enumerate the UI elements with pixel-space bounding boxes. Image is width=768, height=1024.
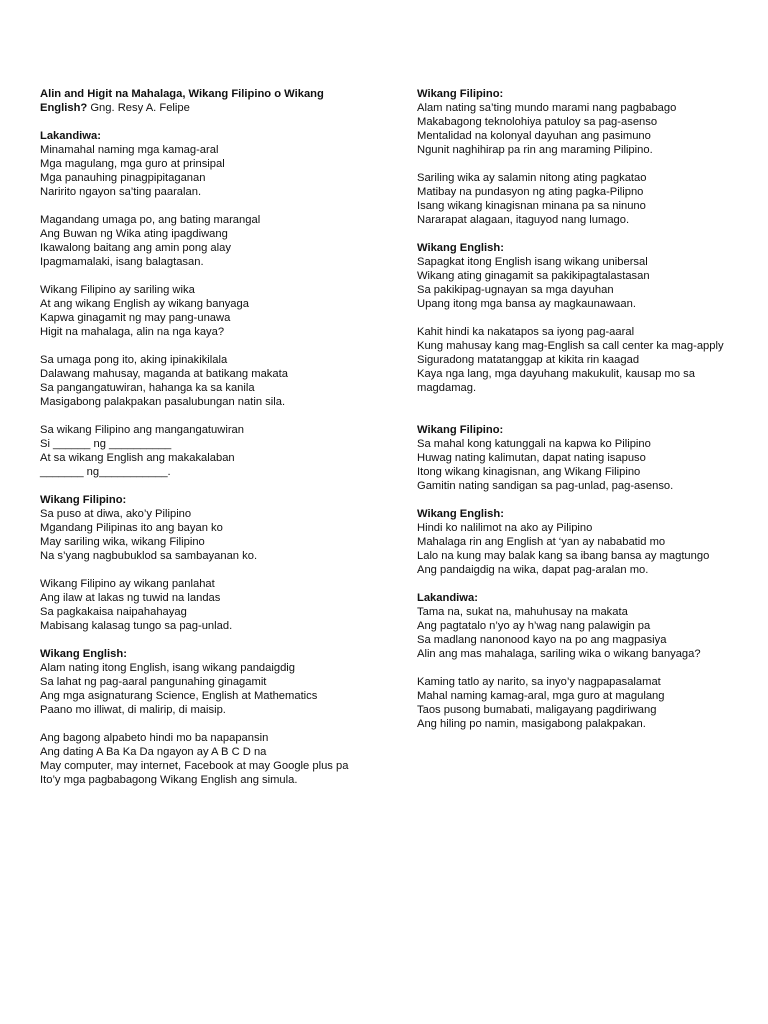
- verse-line: Isang wikang kinagisnan minana pa sa ninuno: [417, 200, 646, 212]
- verse-line: Ang bagong alpabeto hindi mo ba napapansin: [40, 732, 269, 744]
- verse-line: Ang Buwan ng Wika ating ipagdiwang: [40, 228, 228, 240]
- verse-line: Masigabong palakpakan pasalubungan natin sila.: [40, 396, 286, 408]
- verse-line: Paano mo illiwat, di malirip, di maisip.: [40, 704, 226, 716]
- verse-line: Sa pakikipag-ugnayan sa mga dayuhan: [417, 284, 614, 296]
- verse-line: Upang itong mga bansa ay magkaunawaan.: [417, 298, 636, 310]
- stanza: [40, 129, 370, 199]
- speaker-heading: Wikang English:: [417, 508, 504, 520]
- verse-line: Hindi ko nalilimot na ako ay Pilipino: [417, 522, 593, 534]
- stanza: [40, 353, 370, 409]
- verse-line: Ang ilaw at lakas ng tuwid na landas: [40, 592, 221, 604]
- verse-line: Mga magulang, mga guro at prinsipal: [40, 158, 225, 170]
- stanza: [417, 675, 757, 731]
- speaker-heading: Wikang English:: [417, 242, 504, 254]
- left-column: [40, 87, 370, 801]
- stanza: [40, 731, 370, 787]
- verse-line: Wikang Filipino ay sariling wika: [40, 284, 195, 296]
- verse-line: Ang pandaigdig na wika, dapat pag-aralan mo.: [417, 564, 649, 576]
- stanza: [40, 213, 370, 269]
- verse-line: Mahal naming kamag-aral, mga guro at magulang: [417, 690, 665, 702]
- verse-line: Gamitin nating sandigan sa pag-unlad, pag-asenso.: [417, 480, 674, 492]
- verse-line: Dalawang mahusay, maganda at batikang makata: [40, 368, 288, 380]
- verse-line: Ang mga asignaturang Science, English at Mathematics: [40, 690, 318, 702]
- verse-line: Alam nating itong English, isang wikang pandaigdig: [40, 662, 295, 674]
- stanza: [40, 577, 370, 633]
- verse-line: Na s’yang nagbubuklod sa sambayanan ko.: [40, 550, 258, 562]
- verse-line: Mabisang kalasag tungo sa pag-unlad.: [40, 620, 233, 632]
- verse-line: Ang pagtatalo n’yo ay h’wag nang palawigin pa: [417, 620, 651, 632]
- stanza: [40, 647, 370, 717]
- verse-line: Sa madlang nanonood kayo na po ang magpasiya: [417, 634, 667, 646]
- verse-line: Mentalidad na kolonyal dayuhan ang pasimuno: [417, 130, 651, 142]
- right-stanzas: [417, 87, 757, 731]
- verse-line: Sa umaga pong ito, aking ipinakikilala: [40, 354, 228, 366]
- verse-line: Sa puso at diwa, ako’y Pilipino: [40, 508, 192, 520]
- stanza: [417, 507, 757, 577]
- verse-line: At sa wikang English ang makakalaban: [40, 452, 235, 464]
- verse-line: Ngunit naghihirap pa rin ang maraming Pilipino.: [417, 144, 653, 156]
- verse-line: Minamahal naming mga kamag-aral: [40, 144, 219, 156]
- verse-line: Ipagmamalaki, isang balagtasan.: [40, 256, 204, 268]
- speaker-heading: Wikang English:: [40, 648, 127, 660]
- verse-line: magdamag.: [417, 382, 477, 394]
- stanza: [417, 325, 757, 395]
- verse-line: Kaya nga lang, mga dayuhang makukulit, kausap mo sa: [417, 368, 695, 380]
- verse-line: Wikang Filipino ay wikang panlahat: [40, 578, 215, 590]
- speaker-heading: Wikang Filipino:: [417, 424, 504, 436]
- verse-line: Mahalaga rin ang English at ‘yan ay nababatid mo: [417, 536, 666, 548]
- speaker-heading: Wikang Filipino:: [40, 494, 127, 506]
- verse-line: Sariling wika ay salamin nitong ating pagkatao: [417, 172, 647, 184]
- verse-line: Magandang umaga po, ang bating marangal: [40, 214, 261, 226]
- verse-line: Ito’y mga pagbabagong Wikang English ang simula.: [40, 774, 298, 786]
- speaker-heading: Lakandiwa:: [40, 130, 101, 142]
- stanza: [417, 171, 757, 227]
- stanza: [417, 87, 757, 157]
- verse-line: Naririto ngayon sa’ting paaralan.: [40, 186, 202, 198]
- verse-line: Nararapat alagaan, itaguyod nang lumago.: [417, 214, 630, 226]
- verse-line: Makabagong teknolohiya patuloy sa pag-asenso: [417, 116, 658, 128]
- verse-line: Kung mahusay kang mag-English sa call center ka mag-apply: [417, 340, 724, 352]
- document-title: Alin and Higit na Mahalaga, Wikang Filipino o Wikang English?: [40, 88, 324, 114]
- speaker-heading: Lakandiwa:: [417, 592, 478, 604]
- stanza: [40, 283, 370, 339]
- verse-line: May computer, may internet, Facebook at may Google plus pa: [40, 760, 349, 772]
- verse-line: _______ ng___________.: [40, 466, 171, 478]
- right-column: [417, 87, 757, 745]
- verse-line: Tama na, sukat na, mahuhusay na makata: [417, 606, 628, 618]
- verse-line: At ang wikang English ay wikang banyaga: [40, 298, 249, 310]
- verse-line: Si ______ ng __________: [40, 438, 172, 450]
- document-title-block: [40, 87, 370, 115]
- document-author: Gng. Resy A. Felipe: [90, 102, 190, 114]
- speaker-heading: Wikang Filipino:: [417, 88, 504, 100]
- verse-line: Mga panauhing pinagpipitaganan: [40, 172, 206, 184]
- verse-line: Sa pagkakaisa naipahahayag: [40, 606, 187, 618]
- stanza: [417, 241, 757, 311]
- verse-line: Taos pusong bumabati, maligayang pagdiriwang: [417, 704, 657, 716]
- stanza: [417, 591, 757, 661]
- stanza: [40, 493, 370, 563]
- verse-line: Ang hiling po namin, masigabong palakpakan.: [417, 718, 646, 730]
- verse-line: Kahit hindi ka nakatapos sa iyong pag-aaral: [417, 326, 635, 338]
- left-stanzas: [40, 129, 370, 787]
- verse-line: Matibay na pundasyon ng ating pagka-Pilipno: [417, 186, 644, 198]
- verse-line: Siguradong matatanggap at kikita rin kaagad: [417, 354, 640, 366]
- verse-line: Itong wikang kinagisnan, ang Wikang Filipino: [417, 466, 641, 478]
- verse-line: Sa lahat ng pag-aaral pangunahing ginagamit: [40, 676, 267, 688]
- verse-line: Kaming tatlo ay narito, sa inyo’y nagpapasalamat: [417, 676, 661, 688]
- verse-line: Huwag nating kalimutan, dapat nating isapuso: [417, 452, 646, 464]
- verse-line: Sa wikang Filipino ang mangangatuwiran: [40, 424, 244, 436]
- verse-line: Lalo na kung may balak kang sa ibang bansa ay magtungo: [417, 550, 710, 562]
- verse-line: May sariling wika, wikang Filipino: [40, 536, 205, 548]
- stanza: [417, 423, 757, 493]
- verse-line: Higit na mahalaga, alin na nga kaya?: [40, 326, 225, 338]
- verse-line: Sa pangangatuwiran, hahanga ka sa kanila: [40, 382, 255, 394]
- verse-line: Mgandang Pilipinas ito ang bayan ko: [40, 522, 223, 534]
- verse-line: Sapagkat itong English isang wikang unibersal: [417, 256, 648, 268]
- verse-line: Alin ang mas mahalaga, sariling wika o wikang banyaga?: [417, 648, 701, 660]
- verse-line: Ang dating A Ba Ka Da ngayon ay A B C D na: [40, 746, 267, 758]
- verse-line: Kapwa ginagamit ng may pang-unawa: [40, 312, 231, 324]
- verse-line: Wikang ating ginagamit sa pakikipagtalastasan: [417, 270, 650, 282]
- verse-line: Sa mahal kong katunggali na kapwa ko Pilipino: [417, 438, 651, 450]
- stanza: [40, 423, 370, 479]
- verse-line: Ikawalong baitang ang amin pong alay: [40, 242, 231, 254]
- verse-line: Alam nating sa’ting mundo marami nang pagbabago: [417, 102, 677, 114]
